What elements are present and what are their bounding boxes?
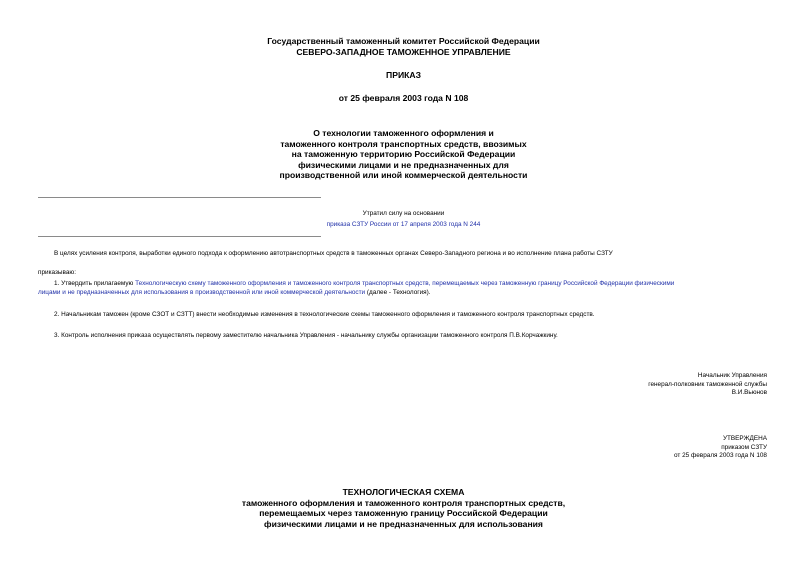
approval-title: УТВЕРЖДЕНА — [722, 435, 767, 442]
intro-paragraph: В целях усиления контроля, выработки единого подхода к оформлению автотранспортных средств в таможенных органах Северо-Западного региона и во исполнение плана работы СЗТУ — [54, 250, 613, 257]
appendix-title-line: перемещаемых через таможенную границу Российской Федерации — [259, 508, 548, 519]
divider-top — [38, 197, 321, 198]
appendix-title — [0, 487, 807, 529]
technology-scheme-link-cont[interactable]: лицами и не предназначенных для использования в производственной или иной коммерческой деятельности — [38, 288, 366, 296]
item1-prefix: 1. Утвердить прилагаемую — [54, 280, 134, 287]
approval-date: от 25 февраля 2003 года N 108 — [674, 452, 767, 460]
appendix-title-line: физическими лицами и не предназначенных для использования — [264, 518, 543, 529]
approval-order: приказом СЗТУ — [721, 443, 767, 451]
document-date: от 25 февраля 2003 года N 108 — [338, 93, 469, 103]
status-repeal-link[interactable]: приказа СЗТУ России от 17 апреля 2003 года N 244 — [326, 221, 481, 228]
divider-bottom — [38, 236, 321, 237]
technology-scheme-link[interactable]: Технологическую схему таможенного оформления и таможенного контроля транспортных средств, перемещаемых через таможенную границу Российской Федерации физическими — [135, 280, 675, 287]
signature-position: Начальник Управления — [697, 372, 767, 379]
title-line: О технологии таможенного оформления и — [313, 128, 494, 138]
signature-block — [560, 372, 767, 398]
header-department: СЕВЕРО-ЗАПАДНОЕ ТАМОЖЕННОЕ УПРАВЛЕНИЕ — [296, 47, 511, 57]
title-line: производственной или иной коммерческой деятельности — [279, 170, 528, 181]
title-line: таможенного контроля транспортных средств, ввозимых — [280, 138, 527, 149]
document-type: ПРИКАЗ — [386, 70, 421, 80]
order-item-1 — [38, 280, 773, 297]
status-line: Утратил силу на основании — [362, 210, 445, 217]
approval-block — [560, 435, 767, 461]
signature-name: В.И.Вьюнов — [731, 389, 767, 397]
appendix-title-line: таможенного оформления и таможенного контроля транспортных средств, — [241, 497, 566, 508]
title-line: на таможенную территорию Российской Федерации — [291, 149, 516, 160]
title-line: физическими лицами и не предназначенных для — [298, 159, 509, 170]
order-item-2: 2. Начальникам таможен (кроме СЗОТ и СЗТТ) внести необходимые изменения в технологические схемы таможенного оформления и таможенного контроля транспортных средств. — [54, 311, 595, 318]
order-word: приказываю: — [38, 269, 76, 276]
header-org-name: Государственный таможенный комитет Российской Федерации — [267, 36, 540, 46]
signature-rank: генерал-полковник таможенной службы — [648, 380, 767, 388]
appendix-title-line: ТЕХНОЛОГИЧЕСКАЯ СХЕМА — [342, 487, 465, 497]
order-item-3: 3. Контроль исполнения приказа осуществлять первому заместителю начальника Управления - начальнику службы организации таможенного контроля П.В.Корчажкину. — [54, 332, 558, 339]
item1-suffix: (далее - Технология). — [366, 288, 431, 296]
document-title — [0, 128, 807, 181]
